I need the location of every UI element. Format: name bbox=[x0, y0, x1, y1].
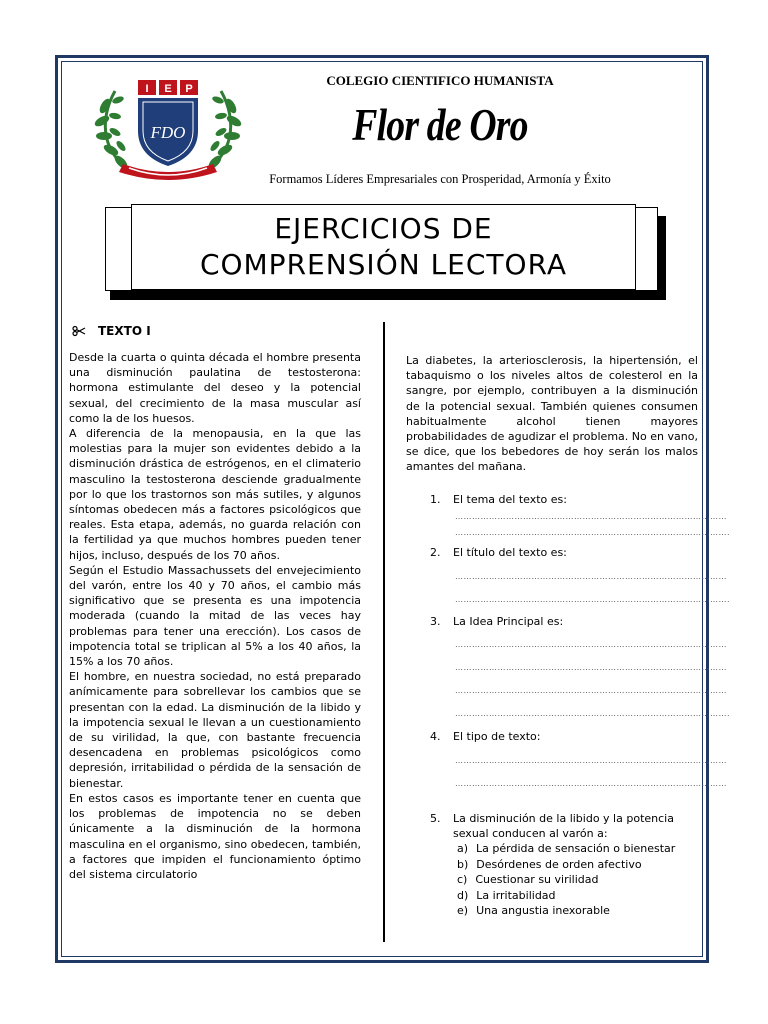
column-divider bbox=[383, 322, 385, 942]
paragraph: Según el Estudio Massachussets del envejecimiento del varón, entre los 40 y 70 años, el cambio más significativo que se presenta es una impotencia moderada (cuando la mitad de las veces hay problemas para tener una erección). Los casos de impotencia total se triplican al 5% a los 40 años, la 15% a los 70 años. bbox=[69, 563, 361, 669]
answer-line[interactable]: …………………………………………………………………………………… bbox=[455, 756, 727, 765]
title-line-1: EJERCICIOS DE bbox=[274, 212, 493, 245]
svg-text:I: I bbox=[145, 83, 149, 95]
answer-line[interactable]: ……………………………………………………………………………………. bbox=[455, 528, 731, 537]
slogan: Formamos Líderes Empresariales con Prosperidad, Armonía y Éxito bbox=[269, 172, 611, 186]
option-a[interactable]: a) La pérdida de sensación o bienestar bbox=[457, 842, 676, 855]
title-line-2: COMPRENSIÓN LECTORA bbox=[199, 248, 568, 281]
answer-line[interactable]: …………………………………………………………………………………… bbox=[455, 572, 727, 581]
answer-options bbox=[457, 841, 675, 919]
reading-text-left bbox=[69, 350, 361, 882]
option-e[interactable]: e) Una angustia inexorable bbox=[457, 904, 610, 917]
section-label: TEXTO I bbox=[98, 324, 151, 338]
option-d[interactable]: d) La irritabilidad bbox=[457, 888, 556, 902]
answer-line[interactable]: ……………………………………………………………………………………. bbox=[455, 709, 731, 718]
brand-title: Flor de Oro bbox=[352, 99, 528, 150]
paragraph: A diferencia de la menopausia, en la que las molestias para la mujer son evidentes debido a la disminución drástica de estrógenos, en el climaterio masculino la testosterona desciende gradualmente por lo que los trastornos son más sutiles, y algunos síntomas obedecen más a factores psicológicos que reales. Esta etapa, además, no guarda relación con la fertilidad ya que muchos hombres pueden tener hijos, incluso, después de los 70 años. bbox=[69, 427, 361, 562]
answer-line[interactable]: …………………………………………………………………………………… bbox=[455, 686, 727, 695]
worksheet-title bbox=[131, 204, 636, 290]
reading-text-right: La diabetes, la arteriosclerosis, la hipertensión, el tabaquismo o los niveles altos de colesterol en la sangre, por ejemplo, contribuyen a la disminución de la potencial sexual. También quienes consumen habitualmente alcohol tienen mayores probabilidades de agudizar el problema. No en vano, se dice, que los bebedores de hoy serán los malos amantes del mañana. bbox=[406, 354, 698, 474]
option-b[interactable]: b) Desórdenes de orden afectivo bbox=[457, 857, 642, 871]
school-crest-logo bbox=[93, 76, 243, 186]
option-c[interactable]: c) Cuestionar su virilidad bbox=[457, 873, 599, 886]
svg-text:P: P bbox=[185, 83, 193, 95]
svg-text:E: E bbox=[164, 83, 172, 95]
answer-line[interactable]: ……………………………………………………………………………………. bbox=[455, 595, 731, 604]
svg-text:FDO: FDO bbox=[150, 123, 186, 142]
answer-line[interactable]: …………………………………………………………………………………… bbox=[455, 663, 727, 672]
scissors-icon bbox=[72, 326, 86, 336]
answer-line[interactable]: …………………………………………………………………………………… bbox=[455, 779, 727, 788]
paragraph: En estos casos es importante tener en cuenta que los problemas de impotencia no se deben únicamente a la disminución de la hormona masculina en el organismo, sino obedecen, también, a factores que impiden el funcionamiento óptimo del sistema circulatorio bbox=[69, 791, 361, 881]
paragraph: Desde la cuarta o quinta década el hombre presenta una disminución paulatina de testosterona: hormona estimulante del deseo y la potencial sexual, del crecimiento de la masa muscular así como la de los huesos. bbox=[69, 351, 361, 425]
paragraph: El hombre, en nuestra sociedad, no está preparado anímicamente para sobrellevar los cambios que se presentan con la edad. La disminución de la libido y la impotencia sexual le llevan a un cuestionamiento de su virilidad, la que, con bastante frecuencia desencadena en problemas psicológicos como depresión, irritabilidad o pérdida de la sensación de bienestar. bbox=[69, 670, 361, 790]
section-heading bbox=[72, 324, 151, 338]
answer-line[interactable]: …………………………………………………………………………………… bbox=[455, 640, 727, 649]
school-name: COLEGIO CIENTIFICO HUMANISTA bbox=[326, 73, 554, 88]
answer-line[interactable]: …………………………………………………………………………………… bbox=[455, 512, 727, 521]
